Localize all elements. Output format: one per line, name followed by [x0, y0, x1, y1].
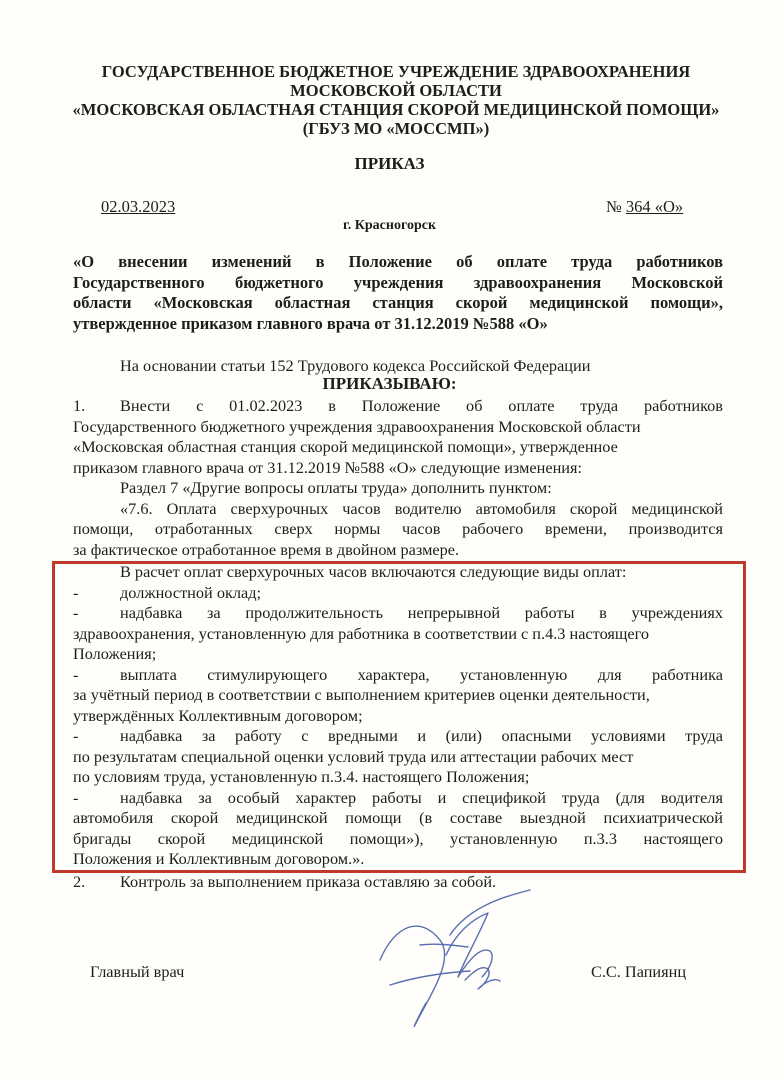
list-item-line: автомобиля скорой медицинской помощи (в составе выездной психиатрической — [73, 808, 723, 827]
dash-bullet: - — [73, 603, 79, 622]
point-line: помощи, отработанных сверх нормы часов рабочего времени, производится — [73, 519, 723, 538]
list-item-text: должностной оклад; — [120, 582, 262, 602]
organization-header — [40, 62, 752, 138]
order-subject — [73, 252, 723, 334]
item-text: Контроль за выполнением приказа оставляю за собой. — [120, 871, 497, 891]
list-item-line: по результатам специальной оценки условий труда или аттестации рабочих мест — [73, 746, 634, 766]
header-line: МОСКОВСКОЙ ОБЛАСТИ — [290, 81, 502, 100]
list-item-line: за учётный период в соответствии с выполнением критериев оценки деятельности, — [73, 685, 650, 704]
list-item-line: бригады скорой медицинской помощи»), установленную п.3.3 настоящего — [73, 828, 723, 848]
header-line: «МОСКОВСКАЯ ОБЛАСТНАЯ СТАНЦИЯ СКОРОЙ МЕДИЦИНСКОЙ ПОМОЩИ» — [72, 100, 720, 119]
order-number — [606, 197, 683, 217]
order-date: 02.03.2023 — [101, 197, 176, 216]
number-value: 364 «О» — [625, 197, 684, 216]
city: г. Красногорск — [342, 218, 437, 233]
signatory-name: С.С. Папиянц — [591, 962, 687, 981]
point-line: «7.6. Оплата сверхурочных часов водителю автомобиля скорой медицинской — [120, 498, 723, 518]
item-line: «Московская областная станция скорой медицинской помощи», утвержденное — [73, 437, 618, 456]
dash-bullet: - — [73, 726, 79, 745]
highlight-frame — [52, 561, 746, 873]
item-text: Внести с 01.02.2023 в Положение об оплате труда работников — [120, 396, 723, 415]
subject-line: Государственного бюджетного учреждения здравоохранения Московской — [73, 272, 723, 292]
subject-line: «О внесении изменений в Положение об оплате труда работников — [73, 252, 723, 271]
item-line: приказом главного врача от 31.12.2019 №588 «О» следующие изменения: — [73, 457, 583, 477]
header-line: ГОСУДАРСТВЕННОЕ БЮДЖЕТНОЕ УЧРЕЖДЕНИЕ ЗДРАВООХРАНЕНИЯ — [101, 62, 691, 81]
section-intro: Раздел 7 «Другие вопросы оплаты труда» дополнить пунктом: — [120, 478, 552, 497]
list-item-line: Положения и Коллективным договором.». — [73, 849, 365, 868]
list-item-text: надбавка за работу с вредными и (или) опасными условиями труда — [120, 726, 723, 745]
item-1-first-line — [73, 396, 723, 417]
list-item-text: надбавка за особый характер работы и спецификой труда (для водителя — [120, 787, 723, 807]
list-item-line: утверждённых Коллективным договором; — [73, 705, 363, 725]
list-item-text: надбавка за продолжительность непрерывной работы в учреждениях — [120, 603, 723, 622]
dash-bullet: - — [73, 787, 79, 807]
list-item-line: по условиям труда, установленную п.3.4. настоящего Положения; — [73, 767, 530, 786]
signatory-position: Главный врач — [90, 962, 185, 981]
list-intro: В расчет оплат сверхурочных часов включаются следующие виды оплат: — [120, 562, 627, 581]
item-line: Государственного бюджетного учреждения здравоохранения Московской области — [73, 416, 641, 436]
point-line: за фактическое отработанное время в двойном размере. — [73, 539, 460, 559]
subject-line: утвержденное приказом главного врача от 31.12.2019 №588 «О» — [73, 313, 548, 333]
header-line: (ГБУЗ МО «МОССМП») — [302, 119, 490, 138]
signature-image — [360, 885, 550, 1035]
document-type: ПРИКАЗ — [354, 154, 425, 173]
item-number: 1. — [73, 396, 86, 415]
legal-basis: На основании статьи 152 Трудового кодекса Российской Федерации — [120, 356, 591, 375]
item-number: 2. — [73, 871, 86, 891]
subject-line: области «Московская областная станция скорой медицинской помощи», — [73, 293, 723, 312]
order-word: ПРИКАЗЫВАЮ: — [322, 374, 457, 393]
list-item-line: здравоохранения, установленную для работника в соответствии с п.4.3 настоящего — [73, 623, 650, 643]
list-item-text: выплата стимулирующего характера, установленную для работника — [120, 664, 723, 684]
number-prefix: № — [606, 197, 622, 216]
list-item-line: Положения; — [73, 644, 157, 663]
dash-bullet: - — [73, 582, 79, 602]
dash-bullet: - — [73, 664, 79, 684]
